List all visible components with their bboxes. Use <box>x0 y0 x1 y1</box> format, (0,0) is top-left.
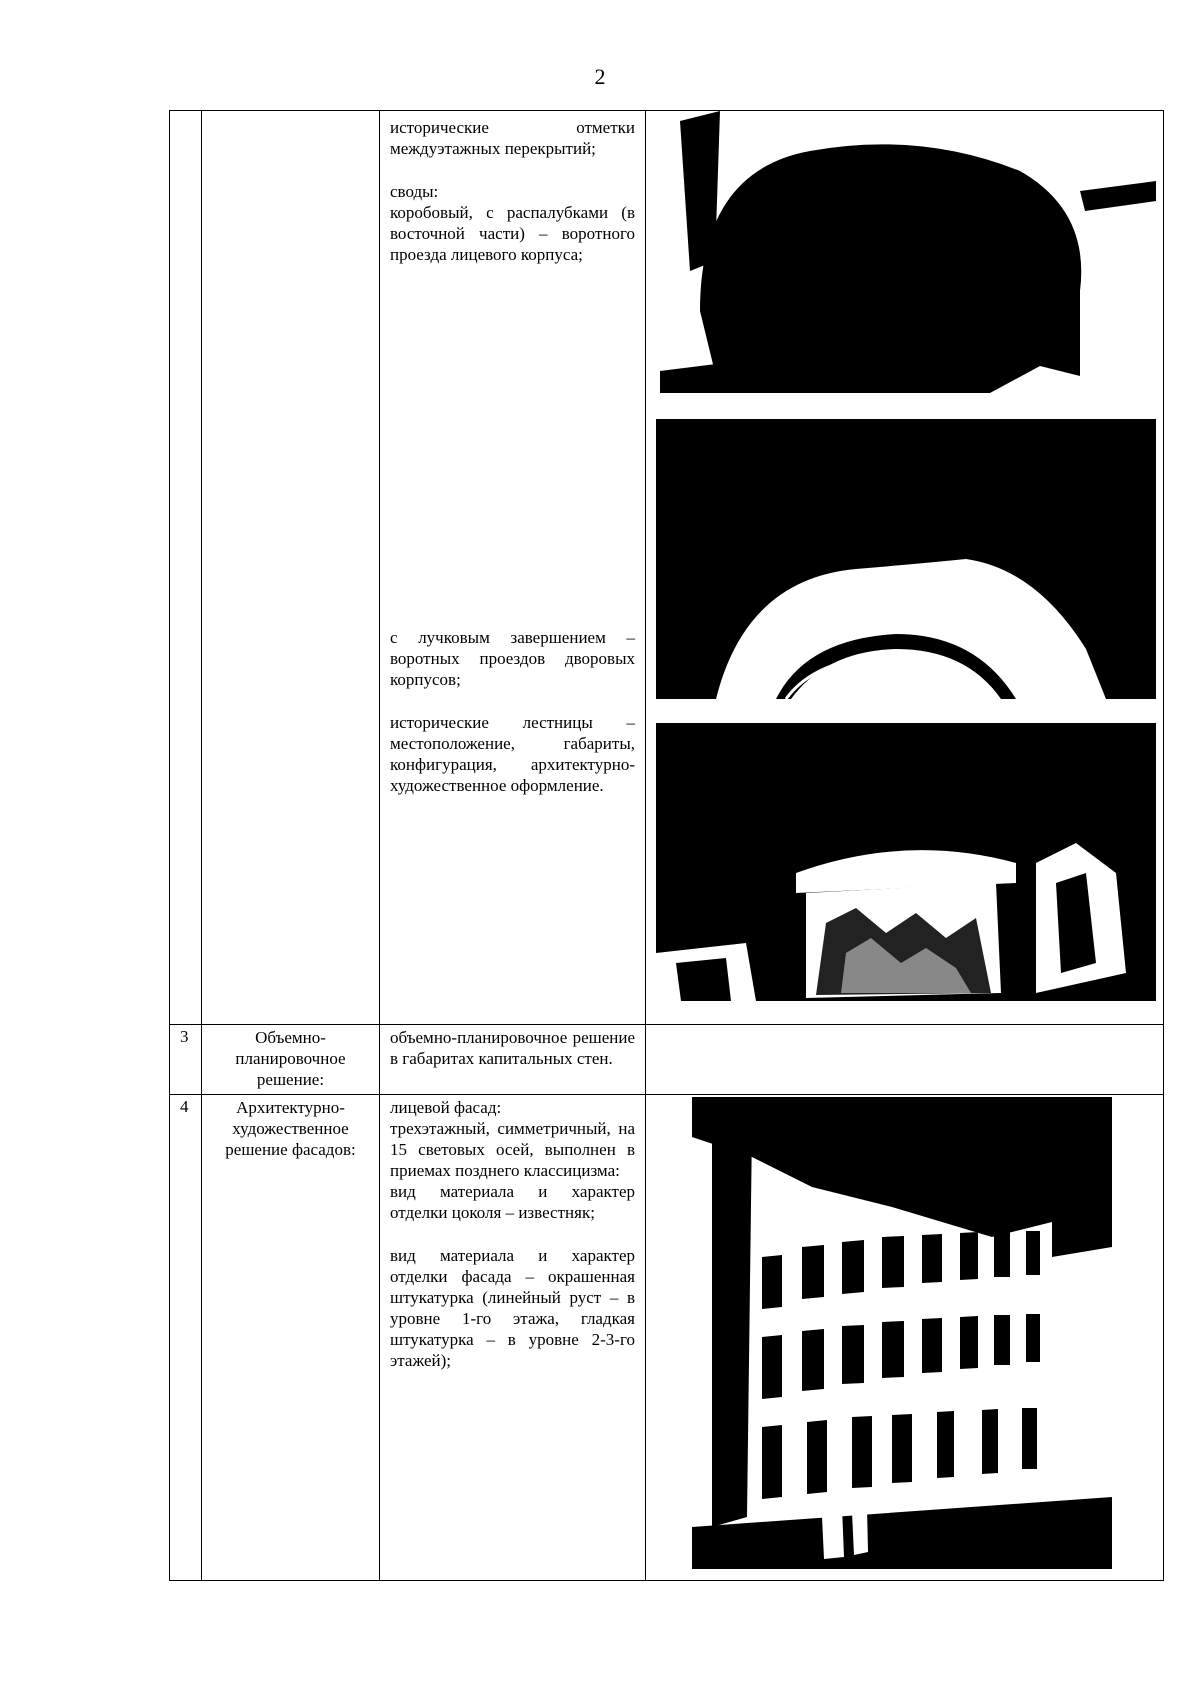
description-paragraph: исторические лестницы – местоположение, габариты, конфигурация, архитектурно-художественное оформление. <box>390 713 635 795</box>
element-name <box>202 111 380 1025</box>
photo-cell <box>646 1025 1164 1095</box>
description-paragraph: лицевой фасад: трехэтажный, симметричный, на 15 световых осей, выполнен в приемах позднего классицизма: вид материала и характер отделки цоколя – известняк; <box>390 1098 635 1222</box>
element-description <box>380 1025 646 1095</box>
row-number: 3 <box>170 1025 202 1095</box>
description-paragraph: вид материала и характер отделки фасада – окрашенная штукатурка (линейный руст – в уровне 1-го этажа, гладкая штукатурка – в уровне 2-3-го этажей); <box>390 1246 635 1370</box>
photo-cell <box>646 111 1164 1025</box>
document-table <box>169 110 1164 1581</box>
page-number: 2 <box>594 64 606 89</box>
vault-photo-3 <box>656 723 1156 1001</box>
table-row <box>170 1095 1164 1581</box>
vault-photo-2 <box>656 419 1156 699</box>
element-name: Архитектурно-художественное решение фасадов: <box>202 1095 380 1581</box>
description-paragraph: своды: коробовый, с распалубками (в восточной части) – воротного проезда лицевого корпуса; <box>390 182 635 264</box>
element-description <box>380 111 646 1025</box>
description-paragraph: исторические отметки междуэтажных перекрытий; <box>390 118 635 158</box>
description-paragraph: с лучковым завершением – воротных проездов дворовых корпусов; <box>390 628 635 689</box>
element-description <box>380 1095 646 1581</box>
description-paragraph: объемно-планировочное решение в габаритах капитальных стен. <box>390 1028 635 1068</box>
photo-cell <box>646 1095 1164 1581</box>
table-row <box>170 1025 1164 1095</box>
row-number: 4 <box>170 1095 202 1581</box>
element-name: Объемно-планировочное решение: <box>202 1025 380 1095</box>
facade-photo <box>692 1097 1112 1569</box>
vault-photo-1 <box>660 111 1156 393</box>
row-number <box>170 111 202 1025</box>
table-row <box>170 111 1164 1025</box>
